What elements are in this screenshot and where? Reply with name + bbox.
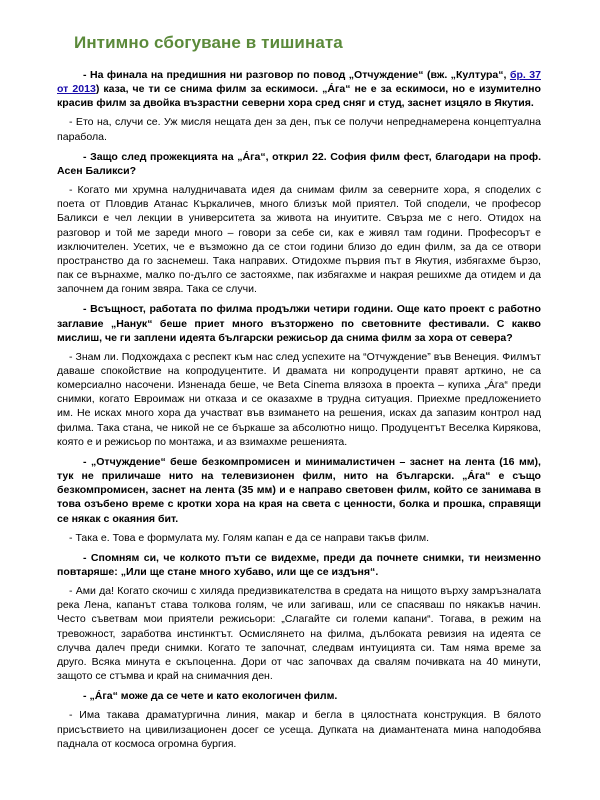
answer-paragraph: - Ето на, случи се. Уж мисля нещата ден за ден, пък се получи непреднамерена концептуална парабола. bbox=[57, 116, 541, 143]
question-paragraph: - Всъщност, работата по филма продължи четири години. Още като проект с работно заглавие „Нанук“ беше приет много възторжено по световните фестивали. С какво мислиш, че ги заплени идеята български режисьор да снима филм за хора от севера? bbox=[57, 303, 541, 344]
intro-text-after-link: ) каза, че ти се снима филм за ескимоси. „Áга“ не е за ескимоси, но е изумително красив филм за двойка възрастни северни хора сред сняг и студ, заснет изцяло в Якутия. bbox=[57, 83, 541, 110]
question-paragraph: - „Отчуждение“ беше безкомпромисен и минималистичен – заснет на лента (16 мм), тук не приличаше нито на телевизионен филм, нито на български. „Áга“ е също безкомпромисен, заснет на лента (35 мм) и е направо световен филм, който се занимава в това озъбено време с кротки хора на края на света с ценности, болка и прошка, справящи се някак с окаяния бит. bbox=[57, 455, 541, 525]
intro-question bbox=[57, 68, 541, 110]
answer-paragraph: - Ами да! Когато скочиш с хиляда предизвикателства в средата на нищото върху замръзналата река Лена, капанът става толкова голям, че или загиваш, или се спасяваш по някакъв начин. Често съветвам мои приятели режисьори: „Слагайте си големи капани“. Тогава, в режим на тревожност, заработва инстинктът. Осмислянето на филма, дълбоката ревизия на идеята се случва далеч преди снимки. Когато те започнат, следвам интуицията си. Там няма време за друго. Всяка минута е скъпоценна. Дори от час започвах да свалям почивката на 40 минути, защото се стъмва и край на снимачния ден. bbox=[57, 585, 541, 683]
article-body bbox=[57, 68, 541, 757]
answer-paragraph: - Има такава драматургична линия, макар и бегла в цялостната конструкция. В бялото присъствието на цивилизационен досег се усеща. Дупката на диамантената мина наподобява паднала от космоса огромна бургия. bbox=[57, 709, 541, 750]
article-title: Интимно сбогуване в тишината bbox=[74, 33, 343, 52]
intro-text-before-link: - На финала на предишния ни разговор по повод „Отчуждение“ (вж. „Култура“, bbox=[83, 69, 510, 81]
answer-paragraph: - Така е. Това е формулата му. Голям капан е да се направи такъв филм. bbox=[69, 531, 430, 544]
answer-paragraph: - Знам ли. Подхождаха с респект към нас след успехите на “Отчуждение” във Венеция. Филмът даваше спокойствие на копродуцентите. И двамата ни копродуценти правят арткино, не са комерсиално насочени. Изненада беше, че Beta Cinema влязоха в проекта – купиха „Áга“ преди снимки, когато Евроимаж ни отказа и се оказахме в трудна ситуация. Приехме предложението им. Не исках много хора да участват във взимането на решения, исках да запазим контрол над филма. Така стана, че никой не се бъркаше за абсолютно нищо. Продуцентът Веселка Кирякова, която е и режисьор по монтажа, и аз взимахме решенията. bbox=[57, 350, 541, 448]
question-paragraph: - „Áга“ може да се чете и като екологичен филм. bbox=[83, 690, 338, 703]
kultura-issue-link[interactable]: бр. 37 от 2013 bbox=[57, 69, 541, 96]
question-paragraph: - Спомням си, че колкото пъти се видехме, преди да почнете снимки, ти неизменно повтаряше: „Или ще стане много хубаво, или ще се издъня“. bbox=[57, 551, 541, 578]
question-paragraph: - Защо след прожекцията на „Áга“, открил 22. София филм фест, благодари на проф. Асен Баликси? bbox=[57, 150, 541, 177]
answer-paragraph: - Когато ми хрумна налудничавата идея да снимам филм за северните хора, я споделих с поета от Пловдив Атанас Къркаличев, много близък мой приятел. Той сподели, че професор Баликси е чел лекции в университета за живота на инуитите. Свърза ме с него. Отидох на разговор и той ме зареди много – говори за себе си, как е живял там години. Професорът е изключителен. Усетих, че е възможно да се стои години близо до един филм, за да се отвори пространство да го заснемеш. Така направих. Отидохме първия път в Якутия, избягахме бързо, пак се върнахме, малко по-дълго се застояхме, пак избягахме и накрая решихме да отидем и да започнем да гоним звяра. Така се случи. bbox=[57, 184, 541, 296]
interview-paragraphs bbox=[57, 115, 541, 750]
